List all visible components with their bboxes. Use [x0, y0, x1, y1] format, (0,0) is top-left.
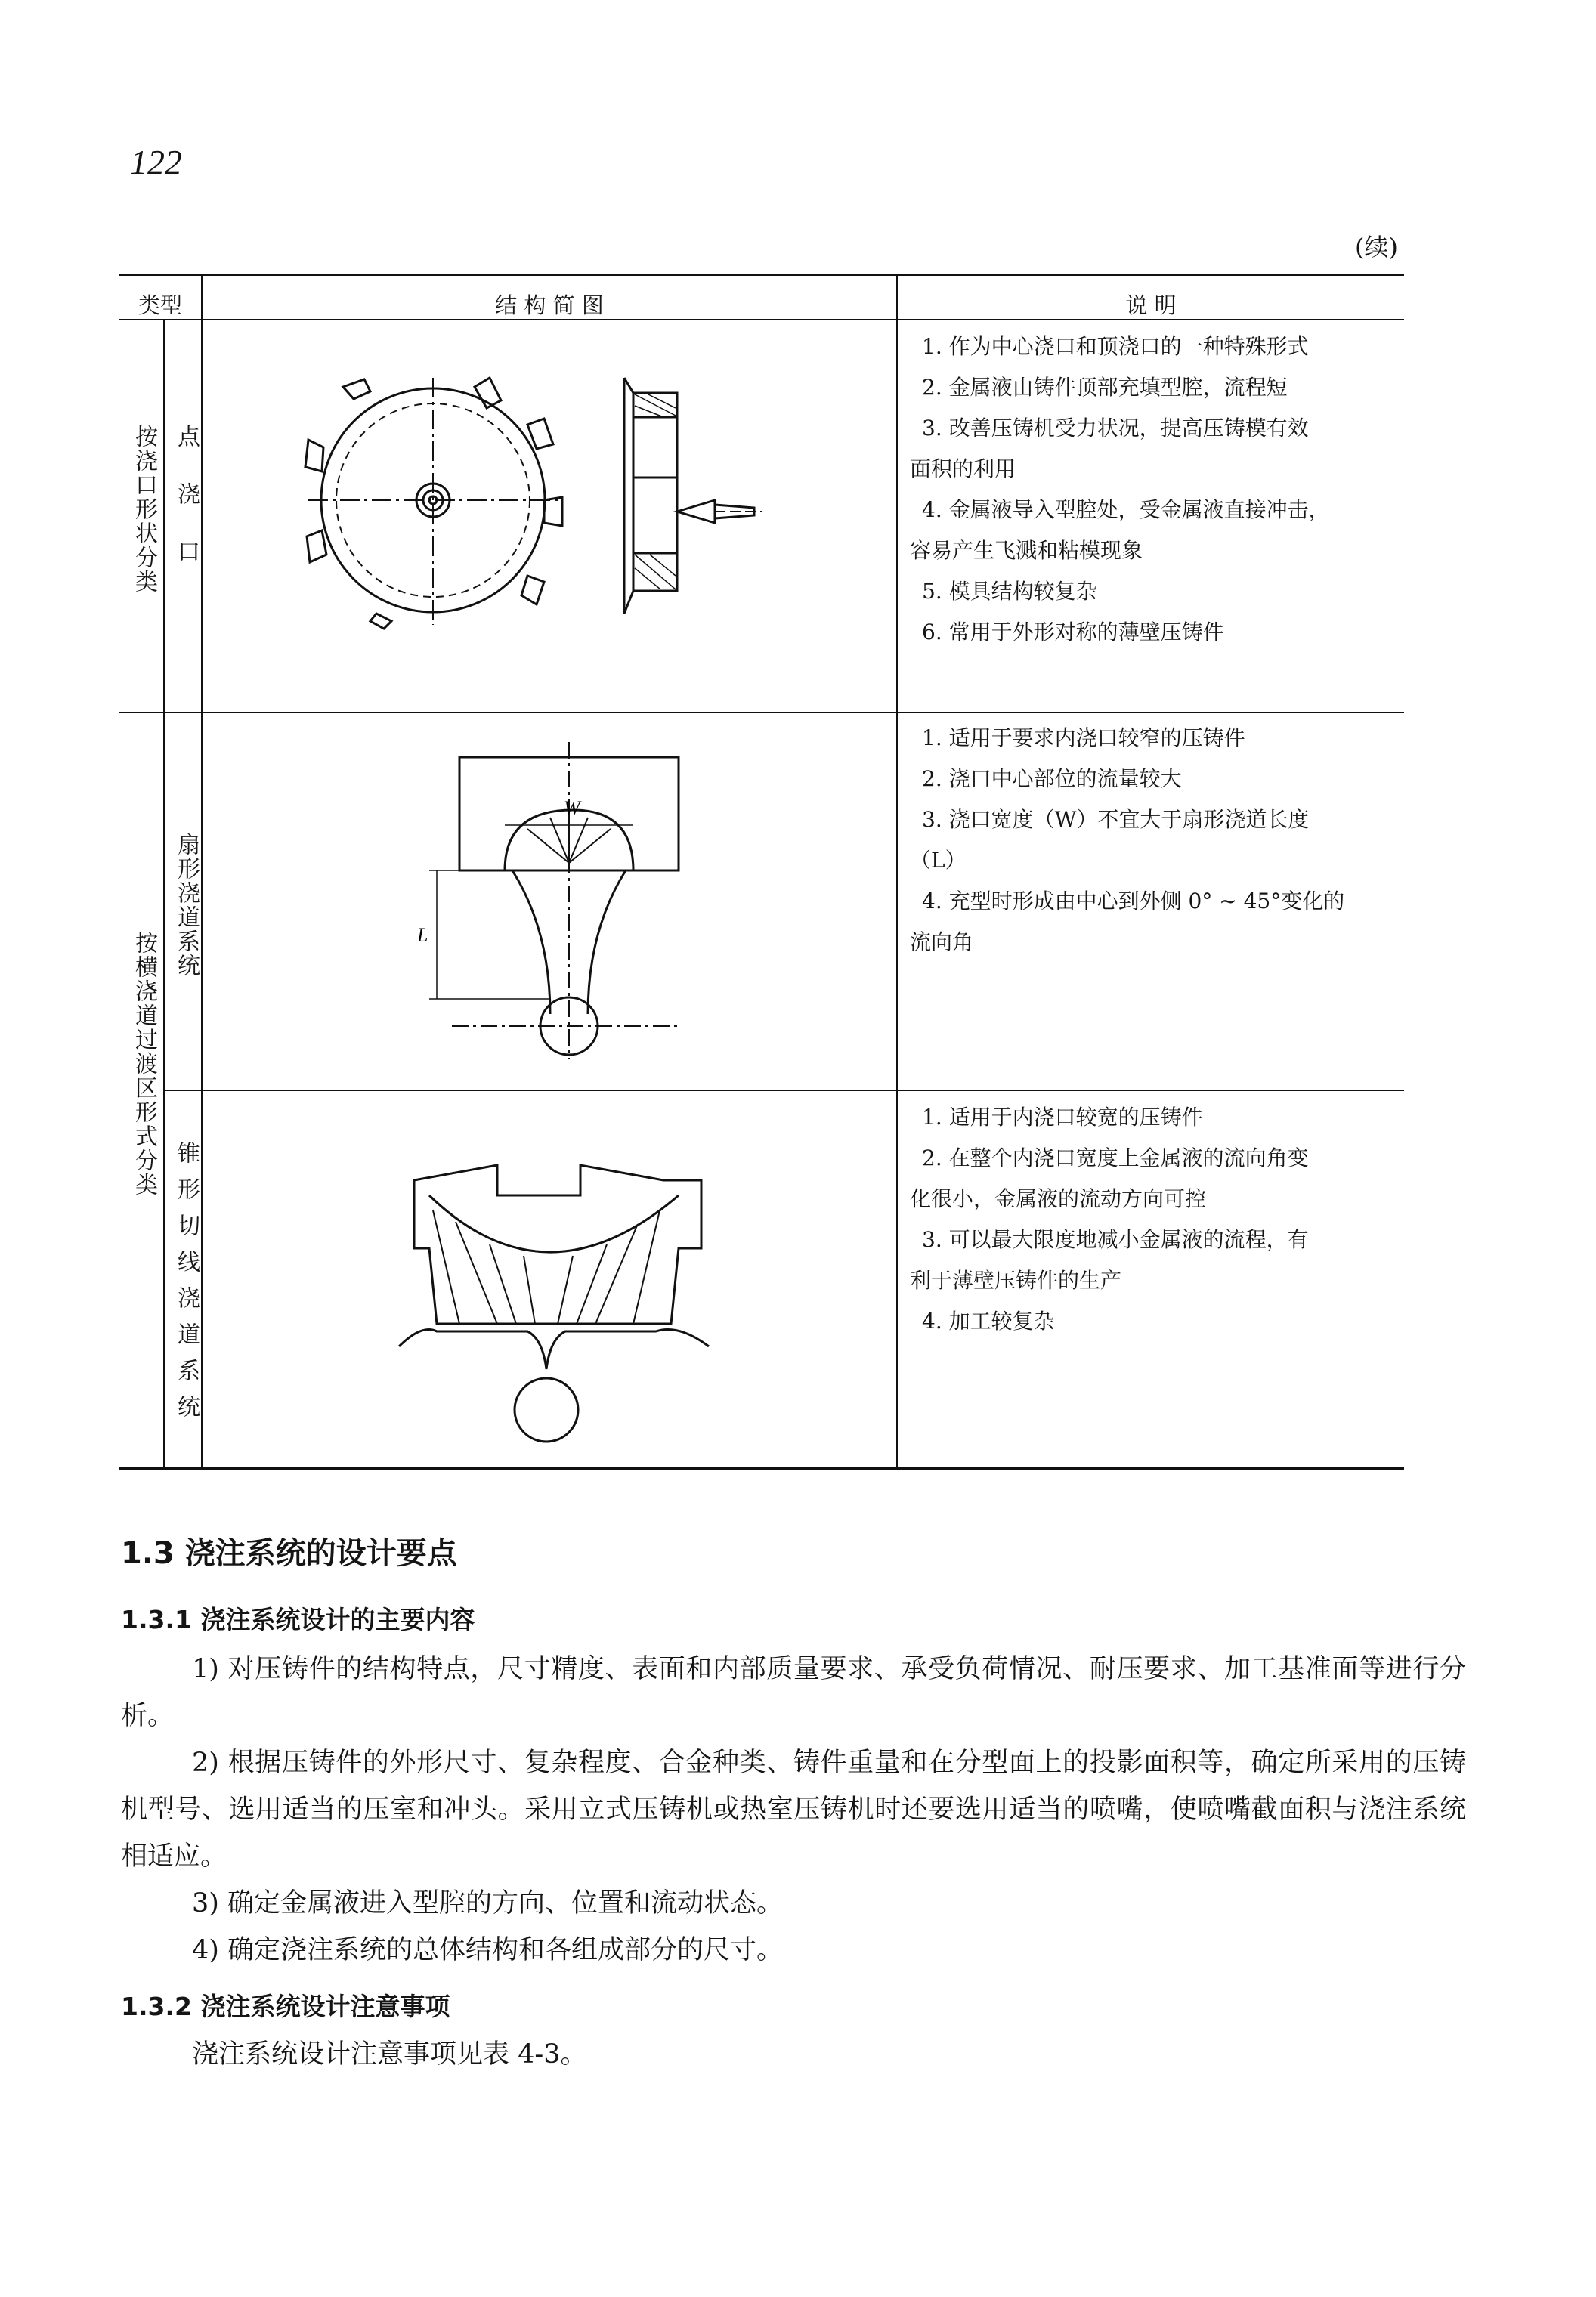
group-label-runner-transition: 按横浇道过渡区形式分类	[131, 931, 157, 1197]
row1-note: 3. 改善压铸机受力状况，提高压铸模有效	[922, 416, 1309, 441]
row2-note: （L）	[910, 848, 967, 873]
row1-note: 6. 常用于外形对称的薄壁压铸件	[922, 620, 1224, 645]
point-gate-diagram	[301, 364, 769, 689]
header-type: 类型	[138, 292, 182, 318]
subtype-fan-runner: 扇形浇道系统	[173, 833, 200, 978]
table-top-rule	[119, 274, 1404, 276]
row1-notes	[910, 326, 1431, 653]
table-bottom-rule	[119, 1467, 1404, 1470]
fan-runner-diagram	[407, 742, 694, 1059]
row1-note: 5. 模具结构较复杂	[922, 579, 1097, 604]
paragraph: 浇注系统设计注意事项见表 4-3。	[192, 2039, 587, 2070]
row3-note: 1. 适用于内浇口较宽的压铸件	[922, 1105, 1203, 1130]
length-label: L	[417, 924, 428, 946]
paragraph: 3) 确定金属液进入型腔的方向、位置和流动状态。	[192, 1888, 784, 1918]
row1-note: 容易产生飞溅和粘模现象	[910, 538, 1143, 563]
continued-label: (续)	[1355, 233, 1398, 261]
col-group-divider	[163, 320, 165, 1469]
row2-note: 3. 浇口宽度（W）不宜大于扇形浇道长度	[922, 807, 1310, 832]
subsection-1-title: 1.3.1 浇注系统设计的主要内容	[121, 1605, 475, 1634]
subtype-point-gate: 点浇口	[173, 425, 200, 597]
subtype-tapered-tangential-runner: 锥形切线浇道系统	[173, 1141, 200, 1431]
tangential-runner-diagram	[391, 1150, 724, 1452]
row3-note: 利于薄壁压铸件的生产	[910, 1268, 1122, 1293]
row2-bottom-rule	[163, 1090, 1404, 1091]
row1-note: 2. 金属液由铸件顶部充填型腔，流程短	[922, 375, 1288, 400]
row2-notes	[910, 718, 1431, 963]
section-title: 1.3 浇注系统的设计要点	[121, 1536, 457, 1571]
row3-note: 2. 在整个内浇口宽度上金属液的流向角变	[922, 1145, 1309, 1170]
paragraph: 2) 根据压铸件的外形尺寸、复杂程度、合金种类、铸件重量和在分型面上的投影面积等，确定所采用的压铸机型号、选用适当的压室和冲头。采用立式压铸机或热室压铸机时还要选用适当的喷嘴，使喷嘴截面积与浇注系统相适应。	[121, 1748, 1466, 1872]
row1-note: 面积的利用	[910, 456, 1016, 481]
row2-note: 流向角	[910, 929, 974, 954]
row3-note: 4. 加工较复杂	[922, 1309, 1055, 1334]
row3-notes	[910, 1097, 1431, 1342]
col-desc-divider	[896, 274, 898, 1469]
row3-note: 3. 可以最大限度地减小金属液的流程，有	[922, 1227, 1309, 1252]
row1-bottom-rule	[119, 712, 1404, 713]
row1-note: 4. 金属液导入型腔处，受金属液直接冲击，	[922, 497, 1330, 522]
subsection-2-title: 1.3.2 浇注系统设计注意事项	[121, 1992, 450, 2021]
group-label-gate-shape: 按浇口形状分类	[131, 425, 157, 594]
paragraph: 1) 对压铸件的结构特点，尺寸精度、表面和内部质量要求、承受负荷情况、耐压要求、加工基准面等进行分析。	[121, 1654, 1466, 1731]
width-label: W	[564, 797, 580, 819]
row2-note: 1. 适用于要求内浇口较窄的压铸件	[922, 725, 1245, 750]
row2-note: 2. 浇口中心部位的流量较大	[922, 766, 1182, 791]
row3-note: 化很小，金属液的流动方向可控	[910, 1186, 1207, 1211]
header-diagram: 结 构 简 图	[495, 292, 604, 318]
gating-types-table	[119, 274, 1404, 1469]
row1-note: 1. 作为中心浇口和顶浇口的一种特殊形式	[922, 334, 1309, 359]
row2-note: 4. 充型时形成由中心到外侧 0° ~ 45°变化的	[922, 889, 1345, 914]
page-number: 122	[130, 143, 182, 181]
header-explanation: 说 明	[1125, 292, 1177, 318]
paragraph: 4) 确定浇注系统的总体结构和各组成部分的尺寸。	[192, 1935, 784, 1965]
